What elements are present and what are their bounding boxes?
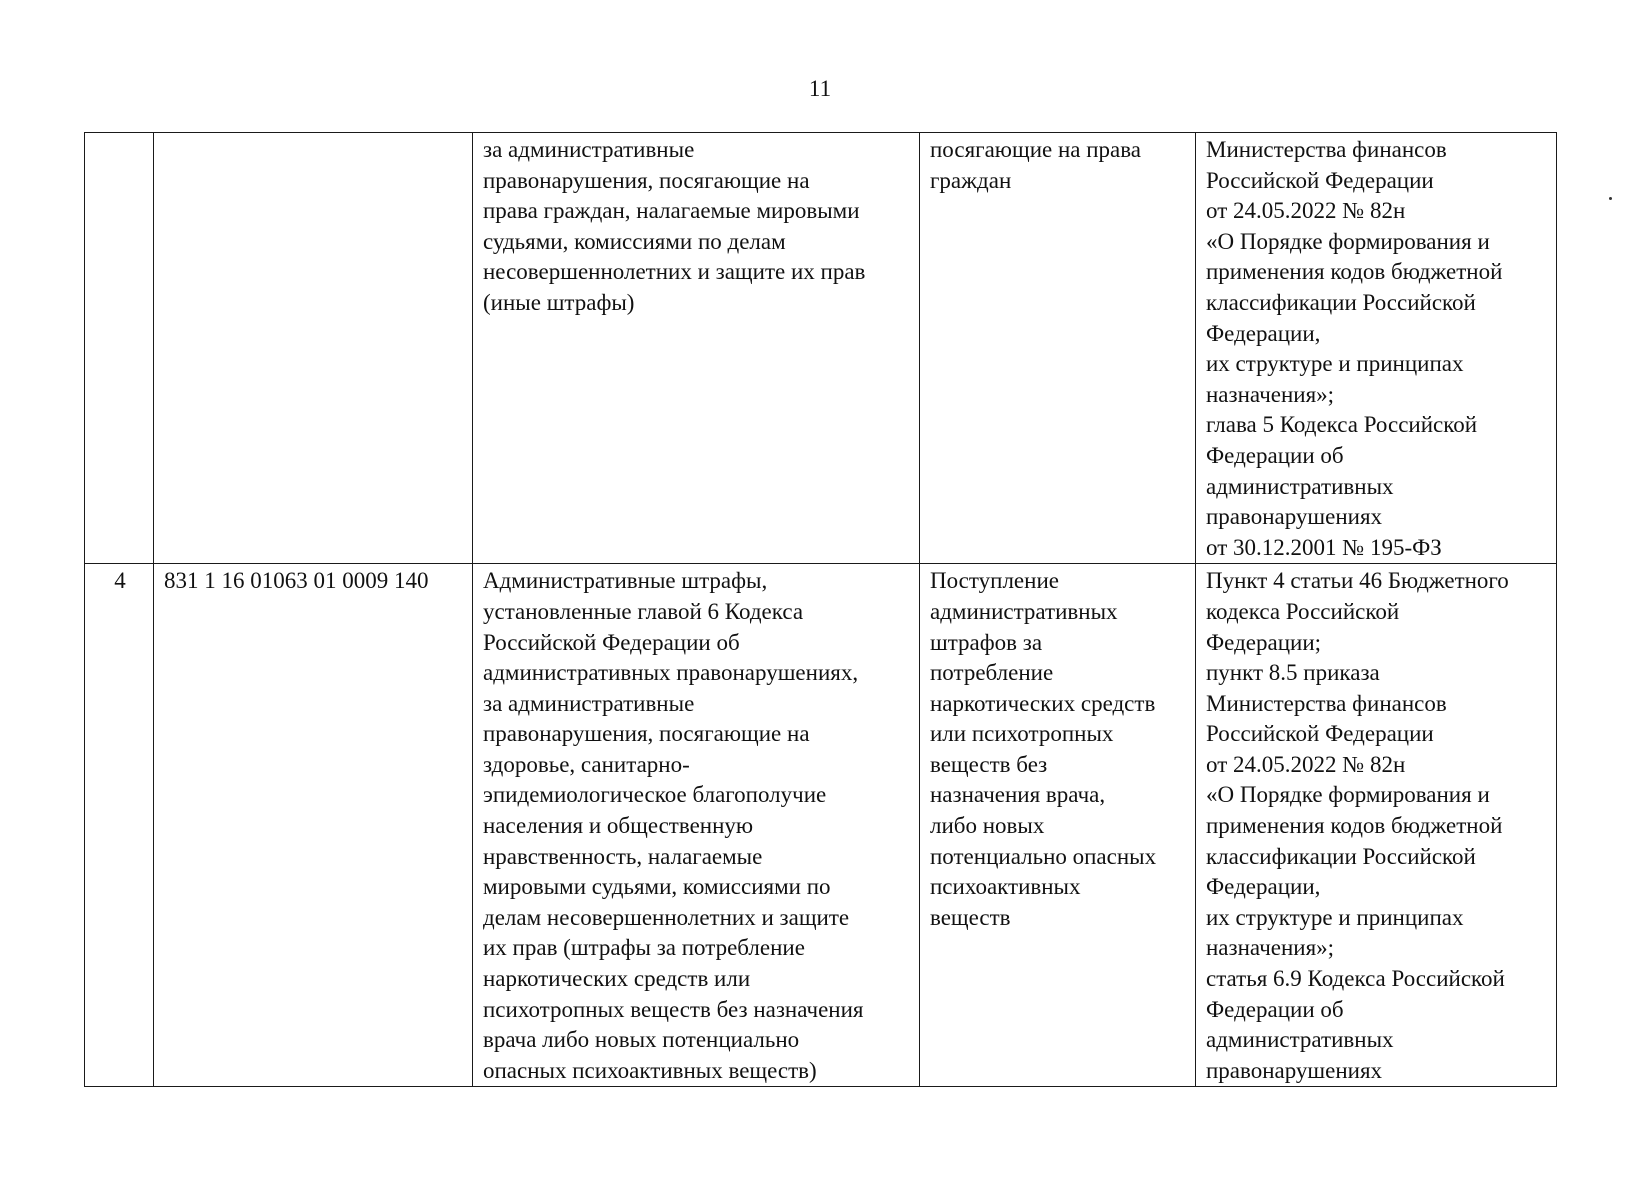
document-table bbox=[84, 132, 1557, 1087]
text-line: делам несовершеннолетних и защите bbox=[483, 904, 850, 930]
text-line: веществ без bbox=[930, 751, 1048, 777]
text-line: правонарушения, посягающие на bbox=[483, 167, 810, 193]
text-line: Российской Федерации об bbox=[483, 629, 740, 655]
text-line: опасных психоактивных веществ) bbox=[483, 1057, 817, 1083]
text-line: от 24.05.2022 № 82н bbox=[1206, 198, 1406, 224]
text-line: населения и общественную bbox=[483, 813, 754, 839]
text-line: «О Порядке формирования и bbox=[1206, 228, 1490, 254]
text-line: от 24.05.2022 № 82н bbox=[1206, 751, 1406, 777]
text-line: потенциально опасных bbox=[930, 843, 1157, 869]
text-line: за административные bbox=[483, 137, 695, 162]
code-cell bbox=[154, 133, 473, 564]
description-cell bbox=[920, 133, 1196, 564]
table-row bbox=[85, 133, 1557, 564]
text-line: статья 6.9 Кодекса Российской bbox=[1206, 966, 1505, 992]
text-line: нравственность, налагаемые bbox=[483, 843, 763, 869]
text-line: судьями, комиссиями по делам bbox=[483, 228, 786, 254]
text-line: от 30.12.2001 № 195-ФЗ bbox=[1206, 534, 1442, 560]
text-line: правонарушения, посягающие на bbox=[483, 721, 810, 747]
text-line: здоровье, санитарно- bbox=[483, 751, 690, 777]
text-line: применения кодов бюджетной bbox=[1206, 259, 1503, 285]
scan-speck bbox=[1609, 197, 1612, 200]
text-line: административных bbox=[930, 598, 1118, 624]
description-cell bbox=[920, 564, 1196, 1087]
text-line: классификации Российской bbox=[1206, 843, 1476, 869]
text-line: их структуре и принципах bbox=[1206, 904, 1464, 930]
text-line: веществ bbox=[930, 904, 1011, 930]
text-line: наркотических средств или bbox=[483, 966, 751, 992]
text-line: несовершеннолетних и защите их прав bbox=[483, 259, 866, 285]
text-line: пункт 8.5 приказа bbox=[1206, 660, 1380, 686]
row-number-cell bbox=[85, 133, 154, 564]
text-line: эпидемиологическое благополучие bbox=[483, 782, 827, 808]
text-line: или психотропных bbox=[930, 721, 1114, 747]
row-number-cell: 4 bbox=[85, 564, 154, 1087]
text-line: Федерации об bbox=[1206, 442, 1344, 468]
text-line: Федерации, bbox=[1206, 874, 1321, 900]
text-line: административных bbox=[1206, 1027, 1394, 1053]
text-line: Федерации, bbox=[1206, 320, 1321, 346]
text-line: штрафов за bbox=[930, 629, 1043, 655]
text-line: Российской Федерации bbox=[1206, 721, 1434, 747]
text-line: классификации Российской bbox=[1206, 289, 1476, 315]
text-line: мировыми судьями, комиссиями по bbox=[483, 874, 831, 900]
text-line: назначения»; bbox=[1206, 935, 1335, 961]
text-line: Федерации; bbox=[1206, 629, 1322, 655]
text-line: за административные bbox=[483, 690, 695, 716]
text-line: правонарушениях bbox=[1206, 1057, 1383, 1083]
legal-basis-cell bbox=[1196, 564, 1557, 1087]
name-cell bbox=[473, 564, 920, 1087]
text-line: применения кодов бюджетной bbox=[1206, 813, 1503, 839]
text-line: установленные главой 6 Кодекса bbox=[483, 598, 804, 624]
text-line: (иные штрафы) bbox=[483, 289, 635, 315]
text-line: посягающие на права bbox=[930, 137, 1142, 162]
text-line: потребление bbox=[930, 660, 1054, 686]
text-line: врача либо новых потенциально bbox=[483, 1027, 800, 1053]
text-line: Министерства финансов bbox=[1206, 137, 1447, 162]
text-line: их прав (штрафы за потребление bbox=[483, 935, 805, 961]
text-line: права граждан, налагаемые мировыми bbox=[483, 198, 860, 224]
code-cell: 831 1 16 01063 01 0009 140 bbox=[154, 564, 473, 1087]
text-line: Федерации об bbox=[1206, 996, 1344, 1022]
name-cell bbox=[473, 133, 920, 564]
text-line: правонарушениях bbox=[1206, 504, 1383, 530]
text-line: наркотических средств bbox=[930, 690, 1156, 716]
text-line: административных правонарушениях, bbox=[483, 660, 859, 686]
text-line: Поступление bbox=[930, 568, 1059, 594]
text-line: Административные штрафы, bbox=[483, 568, 768, 594]
text-line: назначения врача, bbox=[930, 782, 1106, 808]
text-line: граждан bbox=[930, 167, 1012, 193]
legal-basis-cell bbox=[1196, 133, 1557, 564]
text-line: глава 5 Кодекса Российской bbox=[1206, 412, 1478, 438]
text-line: Российской Федерации bbox=[1206, 167, 1434, 193]
text-line: либо новых bbox=[930, 813, 1045, 839]
text-line: назначения»; bbox=[1206, 381, 1335, 407]
text-line: административных bbox=[1206, 473, 1394, 499]
text-line: Пункт 4 статьи 46 Бюджетного bbox=[1206, 568, 1509, 594]
text-line: Министерства финансов bbox=[1206, 690, 1447, 716]
text-line: психотропных веществ без назначения bbox=[483, 996, 864, 1022]
text-line: кодекса Российской bbox=[1206, 598, 1400, 624]
text-line: «О Порядке формирования и bbox=[1206, 782, 1490, 808]
table-row bbox=[85, 564, 1557, 1087]
text-line: их структуре и принципах bbox=[1206, 351, 1464, 377]
page-number: 11 bbox=[808, 76, 832, 101]
text-line: психоактивных bbox=[930, 874, 1081, 900]
